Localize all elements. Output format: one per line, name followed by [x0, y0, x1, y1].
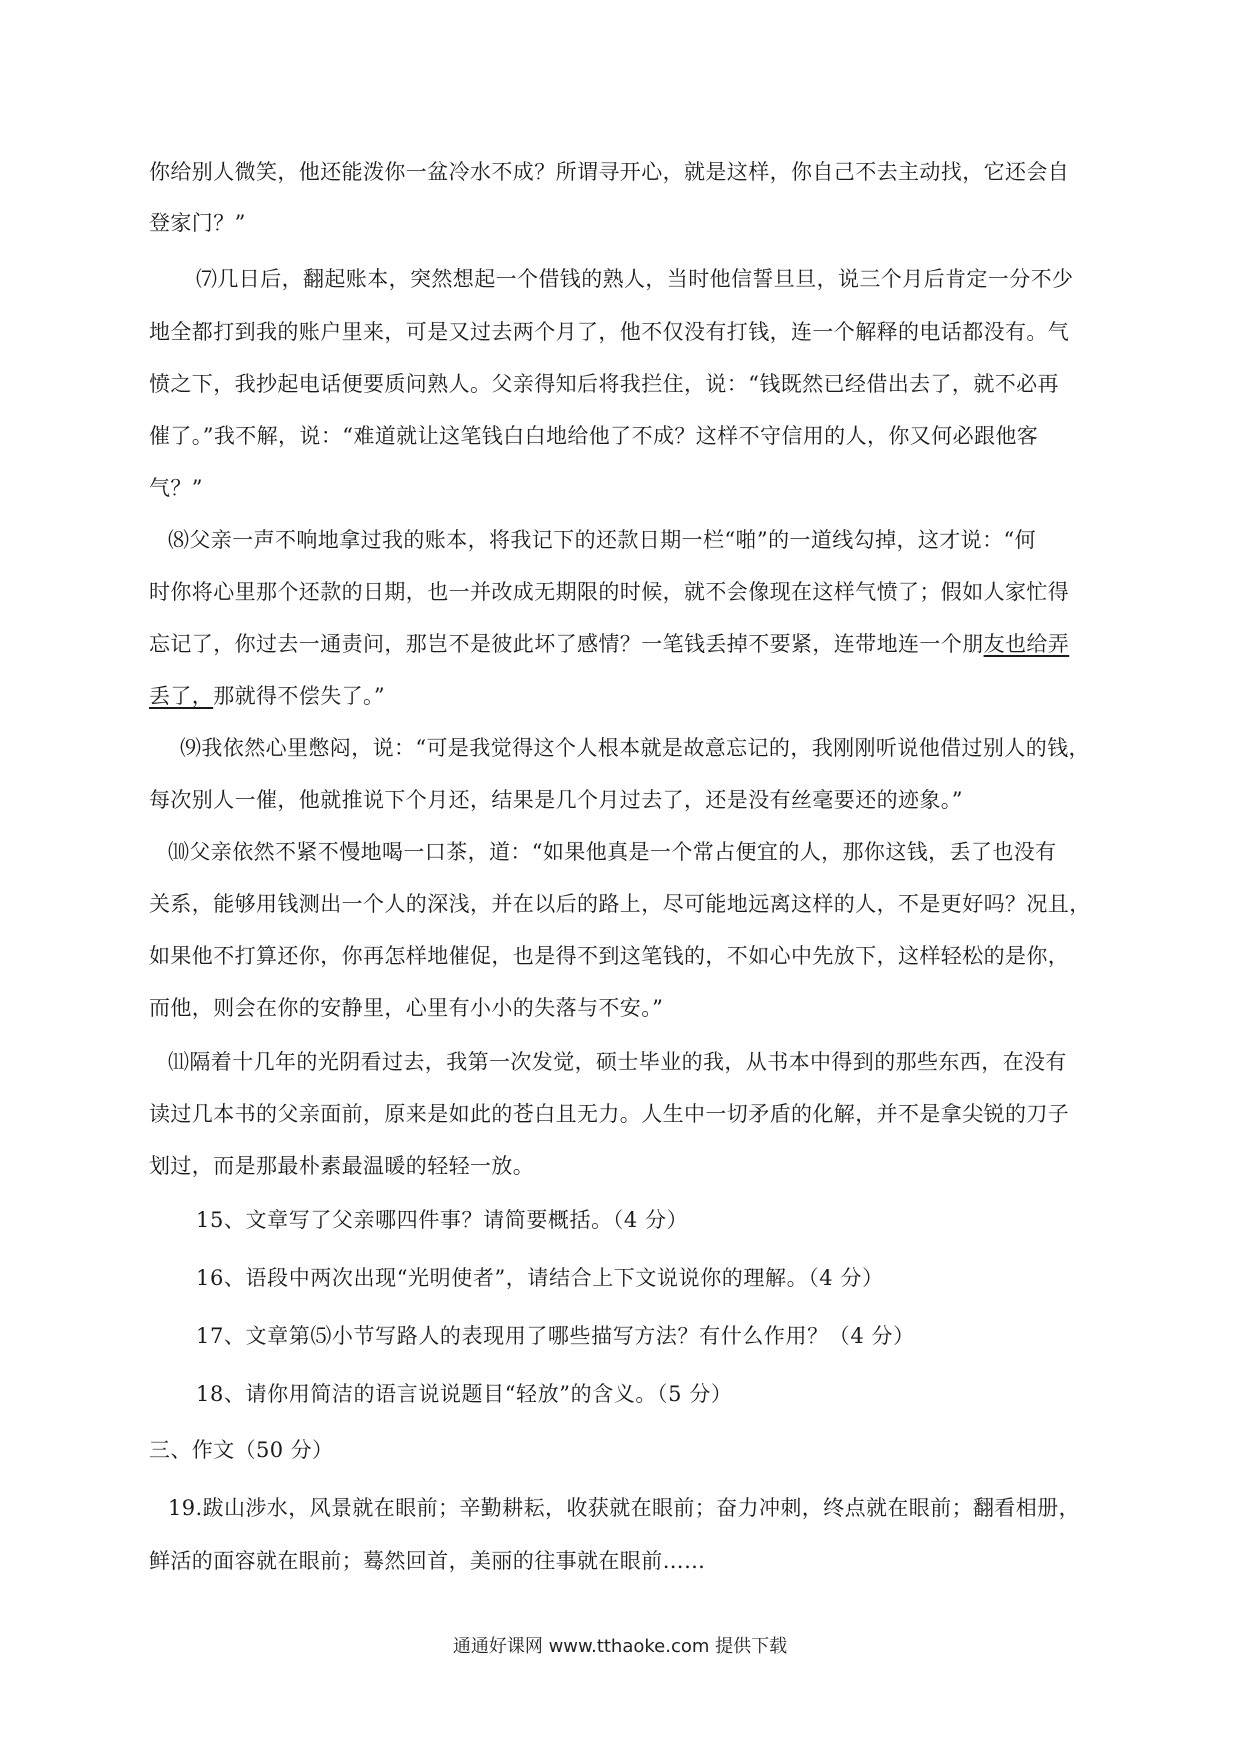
page-footer: 通通好课网 www.tthaoke.com 提供下载: [452, 1636, 788, 1657]
question-18: 18、请你用简洁的语言说说题目“轻放”的含义。（5 分）: [196, 1382, 733, 1406]
paragraph-10-line: ⑽父亲依然不紧不慢地喝一口茶，道：“如果他真是一个常占便宜的人，那你这钱，丢了也没有: [168, 840, 1057, 864]
paragraph-7-line: 催了。”我不解，说：“难道就让这笔钱白白地给他了不成？这样不守信用的人，你又何必跟他客: [149, 424, 1039, 448]
paragraph-8-line: [149, 682, 385, 710]
paragraph-7-line: 愤之下，我抄起电话便要质问熟人。父亲得知后将我拦住，说：“钱既然已经借出去了，就不必再: [149, 372, 1059, 396]
paragraph-7-line: 气？”: [149, 476, 203, 500]
question-19-line: 19.跋山涉水，风景就在眼前；辛勤耕耘，收获就在眼前；奋力冲刺，终点就在眼前；翻看相册，: [168, 1496, 1080, 1520]
paragraph-8-text: 忘记了，你过去一通责问，那岂不是彼此坏了感情？一笔钱丢掉不要紧，连带地连一个朋: [149, 632, 984, 656]
section-heading: 三、作文（50 分）: [149, 1438, 334, 1462]
paragraph-8-line: ⑻父亲一声不响地拿过我的账本，将我记下的还款日期一栏“啪”的一道线勾掉，这才说：“何: [168, 528, 1037, 552]
paragraph-8-text: 那就得不偿失了。”: [213, 684, 386, 708]
paragraph-7-line: 地全都打到我的账户里来，可是又过去两个月了，他不仅没有打钱，连一个解释的电话都没有。气: [149, 320, 1070, 344]
paragraph-9-line: ⑼我依然心里憋闷，说：“可是我觉得这个人根本就是故意忘记的，我刚刚听说他借过别人的钱，: [180, 736, 1090, 760]
paragraph-10-line: 关系，能够用钱测出一个人的深浅，并在以后的路上，尽可能地远离这样的人，不是更好吗？况且，: [149, 892, 1091, 916]
paragraph-7-line: ⑺几日后，翻起账本，突然想起一个借钱的熟人，当时他信誓旦旦，说三个月后肯定一分不少: [196, 267, 1074, 291]
paragraph-10-line: 而他，则会在你的安静里，心里有小小的失落与不安。”: [149, 996, 664, 1020]
text-line: 你给别人微笑，他还能泼你一盆冷水不成？所谓寻开心，就是这样，你自己不去主动找，它还会自: [149, 160, 1070, 184]
paragraph-8-line: [149, 630, 1069, 658]
underlined-text: 丢了，: [149, 684, 214, 708]
underlined-text: 友也给弄: [983, 632, 1070, 656]
paragraph-10-line: 如果他不打算还你，你再怎样地催促，也是得不到这笔钱的，不如心中先放下，这样轻松的是你，: [149, 944, 1070, 968]
paragraph-11-line: 划过，而是那最朴素最温暖的轻轻一放。: [149, 1154, 535, 1178]
paragraph-9-line: 每次别人一催，他就推说下个月还，结果是几个月过去了，还是没有丝毫要还的迹象。”: [149, 788, 963, 812]
text-line: 登家门？”: [149, 211, 246, 235]
question-19-line: 鲜活的面容就在眼前；蓦然回首，美丽的往事就在眼前……: [149, 1549, 706, 1573]
question-15: 15、文章写了父亲哪四件事？请简要概括。（4 分）: [196, 1208, 689, 1232]
paragraph-11-line: 读过几本书的父亲面前，原来是如此的苍白且无力。人生中一切矛盾的化解，并不是拿尖锐的刀子: [149, 1102, 1070, 1126]
question-16: 16、语段中两次出现“光明使者”，请结合上下文说说你的理解。（4 分）: [196, 1266, 884, 1290]
question-17: 17、文章第⑸小节写路人的表现用了哪些描写方法？有什么作用？（4 分）: [196, 1324, 915, 1348]
paragraph-11-line: ⑾隔着十几年的光阴看过去，我第一次发觉，硕士毕业的我，从书本中得到的那些东西，在没有: [168, 1050, 1067, 1074]
paragraph-8-line: 时你将心里那个还款的日期，也一并改成无期限的时候，就不会像现在这样气愤了；假如人家忙得: [149, 580, 1070, 604]
